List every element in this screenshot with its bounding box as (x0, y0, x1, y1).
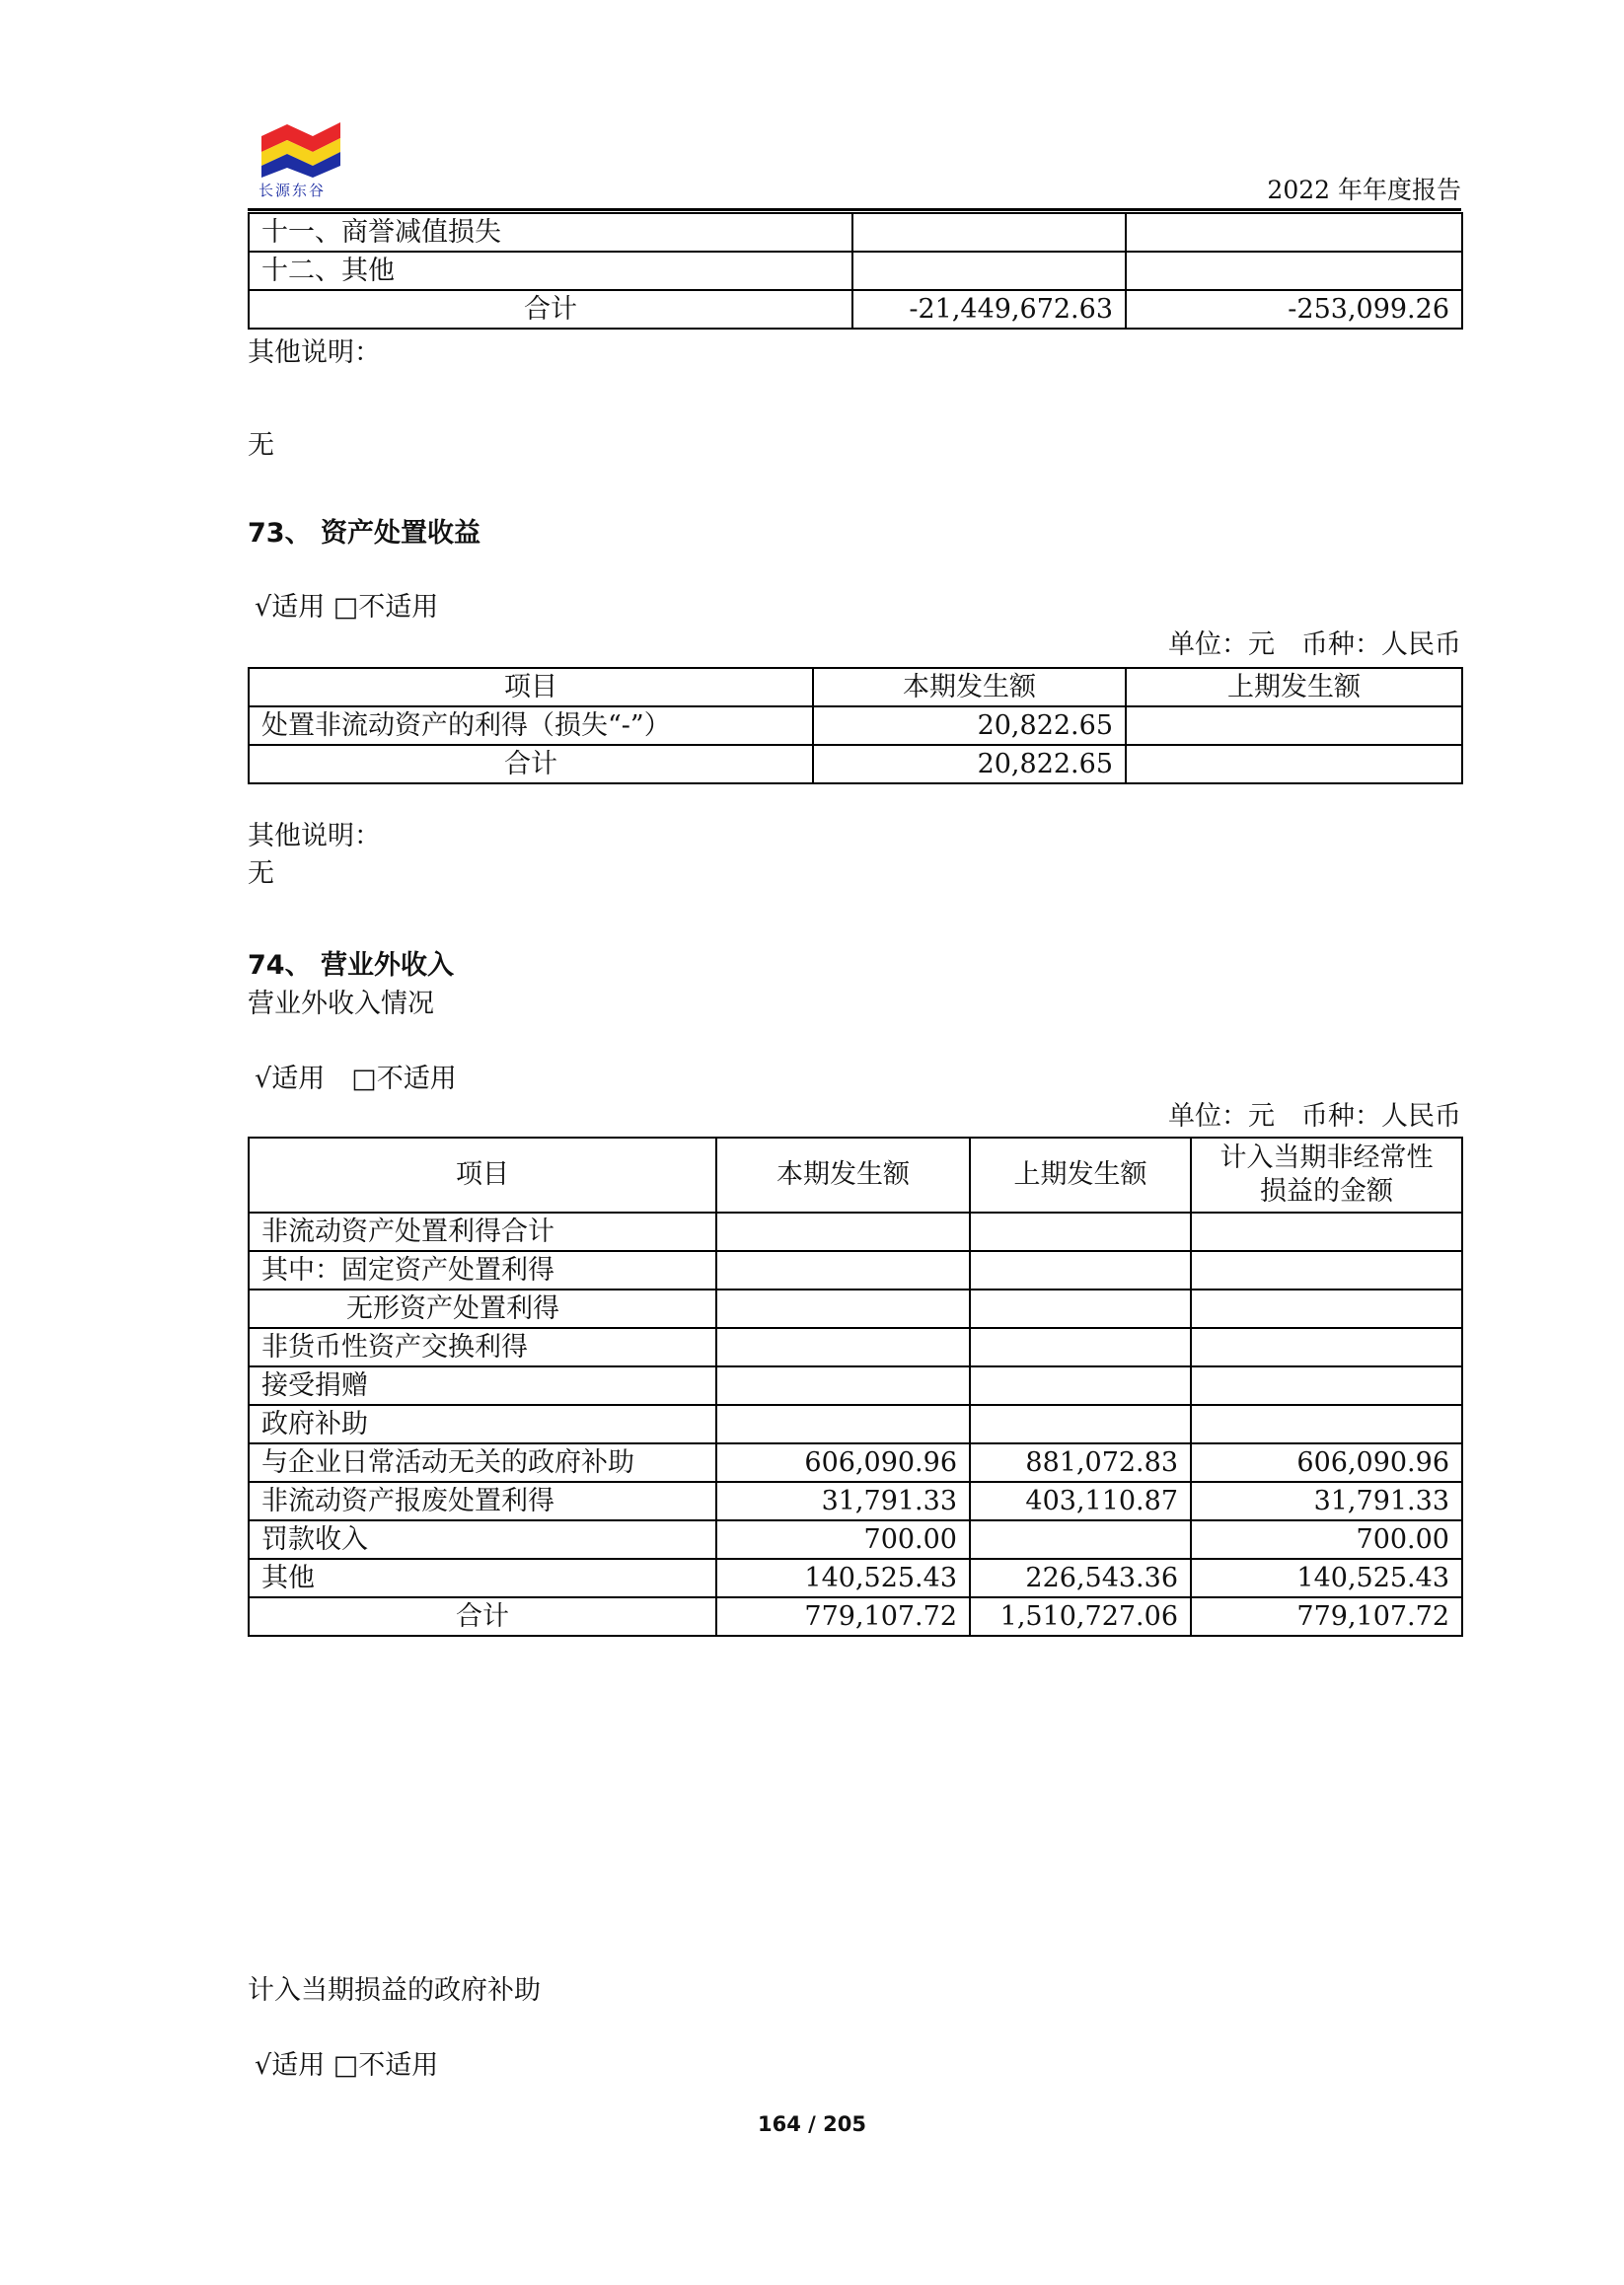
row-item: 与企业日常活动无关的政府补助 (249, 1443, 716, 1482)
table-row (249, 1482, 1462, 1520)
row-current: -21,449,672.63 (852, 290, 1126, 329)
row-prior (970, 1290, 1191, 1328)
other-notes-label: 其他说明： (248, 337, 381, 368)
row-item: 接受捐赠 (249, 1366, 716, 1405)
row-nonrecurring (1191, 1366, 1462, 1405)
table-row (249, 1251, 1462, 1290)
row-nonrecurring (1191, 1213, 1462, 1251)
row-current (716, 1366, 970, 1405)
table-row (249, 1559, 1462, 1597)
row-nonrecurring (1191, 1405, 1462, 1443)
table-row (249, 1520, 1462, 1559)
other-notes-value: 无 (248, 430, 274, 461)
row-prior (970, 1520, 1191, 1559)
row-item: 其中：固定资产处置利得 (249, 1251, 716, 1290)
row-item: 非货币性资产交换利得 (249, 1328, 716, 1366)
row-prior (1126, 252, 1462, 290)
row-item: 处置非流动资产的利得（损失“-”） (249, 706, 813, 745)
row-current: 20,822.65 (813, 706, 1126, 745)
company-logo (259, 116, 342, 178)
row-nonrecurring (1191, 1251, 1462, 1290)
section-73-title: 73、 资产处置收益 (248, 518, 480, 549)
row-nonrecurring: 779,107.72 (1191, 1597, 1462, 1636)
row-nonrecurring: 700.00 (1191, 1520, 1462, 1559)
row-prior: -253,099.26 (1126, 290, 1462, 329)
row-nonrecurring: 140,525.43 (1191, 1559, 1462, 1597)
table-header-row (249, 668, 1462, 706)
row-prior: 881,072.83 (970, 1443, 1191, 1482)
logo-icon (259, 116, 342, 178)
table-row (249, 1328, 1462, 1366)
row-current: 20,822.65 (813, 745, 1126, 783)
row-prior: 1,510,727.06 (970, 1597, 1191, 1636)
section-74-unit: 单位：元 币种：人民币 (1168, 1101, 1461, 1132)
table-row (249, 213, 1462, 252)
impairment-table (248, 212, 1463, 330)
row-prior (1126, 706, 1462, 745)
table-row-total (249, 1597, 1462, 1636)
row-item: 合计 (249, 1597, 716, 1636)
other-notes-label: 其他说明： (248, 821, 381, 851)
col-header-current: 本期发生额 (716, 1138, 970, 1213)
row-prior: 403,110.87 (970, 1482, 1191, 1520)
row-item: 政府补助 (249, 1405, 716, 1443)
row-current: 31,791.33 (716, 1482, 970, 1520)
row-current (716, 1251, 970, 1290)
row-prior (1126, 213, 1462, 252)
row-current (852, 252, 1126, 290)
col-header-current: 本期发生额 (813, 668, 1126, 706)
section-74-applicability: √适用 □不适用 (255, 1064, 457, 1094)
row-item: 非流动资产报废处置利得 (249, 1482, 716, 1520)
row-current: 606,090.96 (716, 1443, 970, 1482)
row-current: 700.00 (716, 1520, 970, 1559)
table-row-total (249, 745, 1462, 783)
row-item: 十二、其他 (249, 252, 852, 290)
gov-subsidy-applicability: √适用 □不适用 (255, 2050, 439, 2081)
row-prior (970, 1213, 1191, 1251)
row-item: 非流动资产处置利得合计 (249, 1213, 716, 1251)
asset-disposal-table (248, 667, 1463, 784)
other-notes-value: 无 (248, 858, 274, 889)
row-current: 140,525.43 (716, 1559, 970, 1597)
table-row (249, 1213, 1462, 1251)
row-prior (970, 1251, 1191, 1290)
section-74-subtitle: 营业外收入情况 (248, 989, 434, 1019)
header-divider (248, 208, 1461, 211)
table-row (249, 1290, 1462, 1328)
row-prior (1126, 745, 1462, 783)
row-prior (970, 1405, 1191, 1443)
table-row (249, 1366, 1462, 1405)
gov-subsidy-title: 计入当期损益的政府补助 (248, 1975, 541, 2006)
row-prior (970, 1328, 1191, 1366)
report-title: 2022 年年度报告 (1267, 176, 1461, 204)
section-73-applicability: √适用 □不适用 (255, 592, 439, 623)
col-header-prior: 上期发生额 (1126, 668, 1462, 706)
table-row (249, 1405, 1462, 1443)
page-number: 164 / 205 (758, 2112, 866, 2136)
row-item: 合计 (249, 745, 813, 783)
col-header-prior: 上期发生额 (970, 1138, 1191, 1213)
table-row (249, 706, 1462, 745)
row-current (852, 213, 1126, 252)
row-nonrecurring (1191, 1328, 1462, 1366)
row-current: 779,107.72 (716, 1597, 970, 1636)
row-item: 十一、商誉减值损失 (249, 213, 852, 252)
row-item: 罚款收入 (249, 1520, 716, 1559)
row-nonrecurring: 606,090.96 (1191, 1443, 1462, 1482)
col-header-nonrecurring: 计入当期非经常性损益的金额 (1191, 1138, 1462, 1213)
table-row (249, 252, 1462, 290)
table-header-row (249, 1138, 1462, 1213)
row-current (716, 1405, 970, 1443)
row-item: 无形资产处置利得 (249, 1290, 716, 1328)
col-header-item: 项目 (249, 1138, 716, 1213)
row-current (716, 1328, 970, 1366)
row-nonrecurring (1191, 1290, 1462, 1328)
non-operating-income-table (248, 1137, 1463, 1637)
row-prior: 226,543.36 (970, 1559, 1191, 1597)
row-item: 合计 (249, 290, 852, 329)
section-73-unit: 单位：元 币种：人民币 (1168, 629, 1461, 660)
col-header-item: 项目 (249, 668, 813, 706)
row-current (716, 1213, 970, 1251)
row-prior (970, 1366, 1191, 1405)
table-row-total (249, 290, 1462, 329)
row-current (716, 1290, 970, 1328)
section-74-title: 74、 营业外收入 (248, 950, 454, 981)
logo-text: 长源东谷 (258, 182, 327, 199)
table-row (249, 1443, 1462, 1482)
row-nonrecurring: 31,791.33 (1191, 1482, 1462, 1520)
row-item: 其他 (249, 1559, 716, 1597)
